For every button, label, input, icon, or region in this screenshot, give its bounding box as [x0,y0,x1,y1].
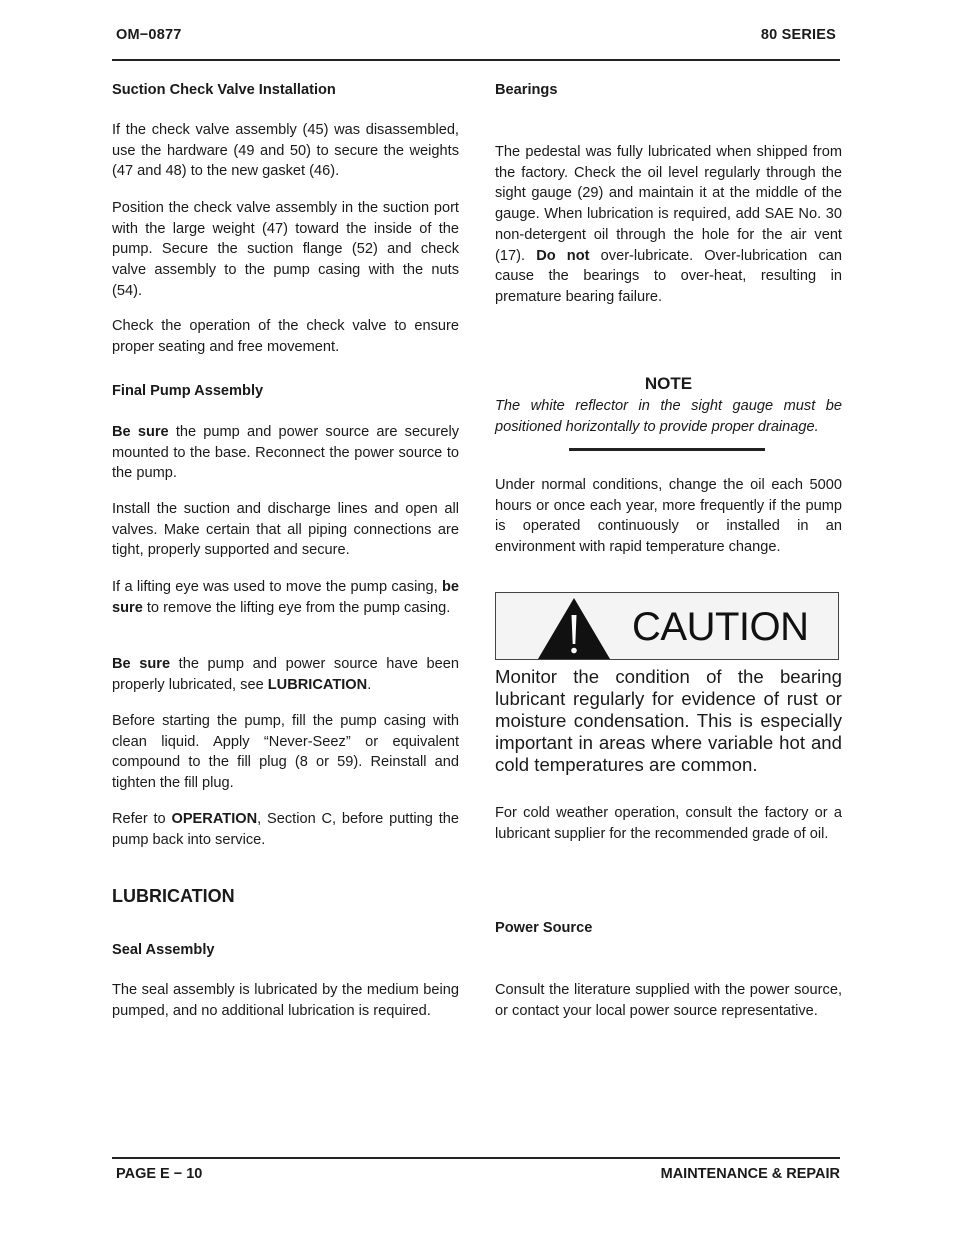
right-para-1 [495,142,842,308]
left-para-8 [112,711,459,794]
left-para-4 [112,422,459,484]
emphasis: be sure [112,579,459,616]
para-text: Consult the literature supplied with the power source, or contact your local power source representative. [495,982,842,1019]
para-text: Position the check valve assembly in the suction port with the large weight (47) toward the inside of the pump. Secure the suction flange (52) and check valve assembly to the pump casing with the nuts (54). [112,200,459,299]
page-number: PAGE E − 10 [116,1166,203,1182]
right-para-3 [495,803,842,844]
note-rule [569,448,765,451]
warning-triangle-icon [537,597,611,660]
para-text [112,654,459,695]
text-run: the pump and power source have been properly lubricated, see [112,656,459,693]
power-source-heading: Power Source [495,920,593,936]
final-assembly-heading: Final Pump Assembly [112,383,264,399]
left-para-3 [112,316,459,357]
caution-label: CAUTION [632,605,809,649]
emphasis: Be sure [112,656,171,672]
left-para-5 [112,499,459,561]
emphasis: Do not [536,247,590,264]
seal-assembly-heading: Seal Assembly [112,942,215,958]
text-run: to remove the lifting eye from the pump casing. [142,599,451,616]
series-label: 80 SERIES [760,27,836,43]
footer-rule [112,1157,840,1159]
bearings-heading: Bearings [495,82,558,98]
doc-number: OM−0877 [116,27,182,43]
note-body: The white reflector in the sight gauge must be positioned horizontally to provide proper drainage. [495,398,842,435]
text-run: If a lifting eye was used to move the pump casing, [112,579,442,595]
para-text [112,577,459,618]
left-para-10 [112,980,459,1021]
section-name: MAINTENANCE & REPAIR [660,1166,840,1182]
left-para-1 [112,120,459,182]
para-text: Before starting the pump, fill the pump casing with clean liquid. Apply “Never-Seez” or equivalent compound to the fill plug (8 or 59). Reinstall and tighten the fill plug. [112,713,459,792]
header-rule [112,59,840,61]
right-para-2 [495,475,842,558]
right-para-4 [495,980,842,1021]
para-text [112,422,459,484]
left-para-2 [112,198,459,302]
text-run: . [367,676,372,693]
note-title: NOTE [644,374,693,393]
para-text: For cold weather operation, consult the factory or a lubricant supplier for the recommended grade of oil. [495,805,842,842]
left-para-7 [112,654,459,695]
left-para-6 [112,577,459,618]
emphasis: Be sure [112,424,169,440]
text-run: over-lubricate. Over-lubrication can cause the bearings to over-heat, resulting in premature bearing failure. [495,247,843,305]
lubrication-heading: LUBRICATION [112,886,235,906]
para-text [495,142,842,308]
cross-reference: OPERATION [171,811,258,827]
para-text [112,809,459,850]
cross-reference: LUBRICATION [267,676,368,693]
text-run: , Section C, before putting the pump back into service. [112,811,459,848]
left-para-9 [112,809,459,850]
para-text: Install the suction and discharge lines and open all valves. Make certain that all piping connections are tight, properly supported and secure. [112,501,459,559]
para-text: Under normal conditions, change the oil each 5000 hours or once each year, more frequently if the pump is operated continuously or installed in an environment with rapid temperature change. [495,477,842,556]
para-text: Check the operation of the check valve to ensure proper seating and free movement. [112,318,459,355]
text-run: Refer to [112,811,172,827]
suction-heading: Suction Check Valve Installation [112,82,336,98]
text-run: The pedestal was fully lubricated when shipped from the factory. Check the oil level regularly through the sight gauge (29) and maintain it at the middle of the gauge. When lubrication is required, add SAE No. 30 non-detergent oil through the hole for the air vent (17). [495,144,842,264]
caution-banner [495,592,839,660]
caution-body: Monitor the condition of the bearing lubricant regularly for evidence of rust or moisture condensation. This is especially important in areas where variable hot and cold temperatures are common. [495,666,842,775]
para-text: The seal assembly is lubricated by the medium being pumped, and no additional lubrication is required. [112,982,459,1019]
para-text: If the check valve assembly (45) was disassembled, use the hardware (49 and 50) to secure the weights (47 and 48) to the new gasket (46). [112,122,459,180]
text-run: the pump and power source are securely mounted to the base. Reconnect the power source to the pump. [112,424,459,482]
